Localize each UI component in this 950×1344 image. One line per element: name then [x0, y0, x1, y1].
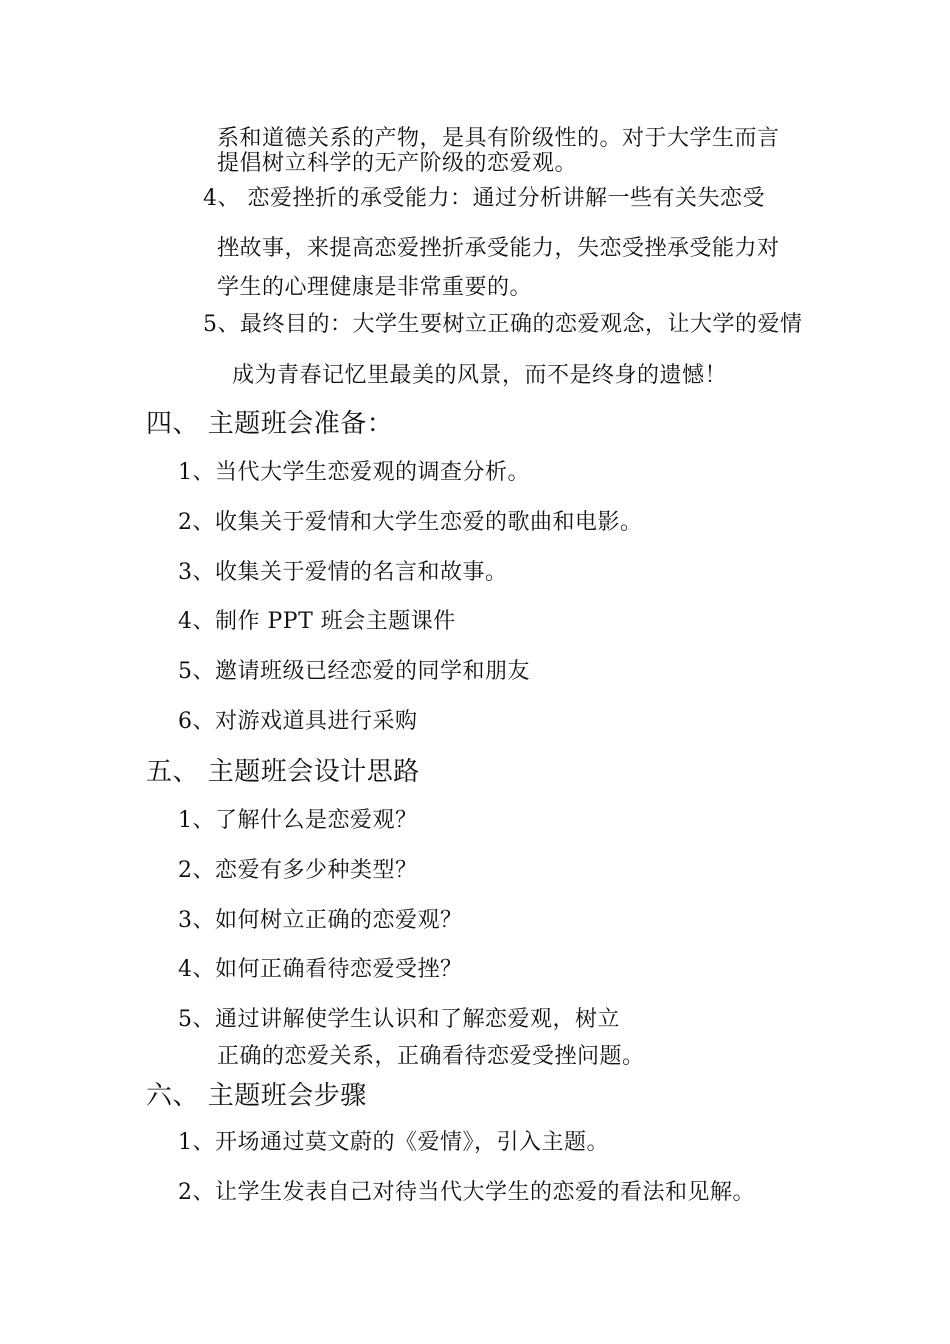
- paragraph-line: 学生的心理健康是非常重要的。: [217, 275, 533, 300]
- list-item: 4、制作 PPT 班会主题课件: [178, 609, 456, 634]
- section-heading: 五、 主题班会设计思路: [146, 757, 420, 787]
- list-item: 3、收集关于爱情的名言和故事。: [178, 560, 508, 585]
- list-item: 5、邀请班级已经恋爱的同学和朋友: [178, 659, 530, 684]
- list-item: 6、对游戏道具进行采购: [178, 709, 418, 734]
- section-heading: 六、 主题班会步骤: [146, 1081, 367, 1111]
- list-item: 2、恋爱有多少种类型？: [178, 858, 418, 883]
- list-item: 3、如何树立正确的恋爱观？: [178, 908, 463, 933]
- list-item: 2、收集关于爱情和大学生恋爱的歌曲和电影。: [178, 510, 643, 535]
- section-heading: 四、 主题班会准备：: [146, 409, 394, 439]
- list-item: 5、最终目的：大学生要树立正确的恋爱观念，让大学的爱情: [203, 312, 803, 337]
- paragraph-line: 挫故事，来提高恋爱挫折承受能力，失恋受挫承受能力对: [217, 236, 780, 261]
- list-item: 4、如何正确看待恋爱受挫？: [178, 957, 463, 982]
- paragraph-line: 系和道德关系的产物，是具有阶级性的。对于大学生而言: [217, 126, 780, 151]
- list-item: 2、让学生发表自己对待当代大学生的恋爱的看法和见解。: [178, 1180, 755, 1205]
- list-item: 1、开场通过莫文蔚的《爱情》，引入主题。: [178, 1130, 609, 1155]
- list-item: 4、 恋爱挫折的承受能力：通过分析讲解一些有关失恋受: [203, 186, 765, 211]
- list-item: 5、通过讲解使学生认识和了解恋爱观，树立: [178, 1007, 620, 1032]
- list-item: 1、了解什么是恋爱观？: [178, 808, 418, 833]
- paragraph-line: 提倡树立科学的无产阶级的恋爱观。: [217, 151, 578, 176]
- paragraph-line: 正确的恋爱关系，正确看待恋爱受挫问题。: [217, 1044, 645, 1069]
- paragraph-line: 成为青春记忆里最美的风景，而不是终身的遗憾！: [232, 363, 728, 388]
- list-item: 1、当代大学生恋爱观的调查分析。: [178, 460, 530, 485]
